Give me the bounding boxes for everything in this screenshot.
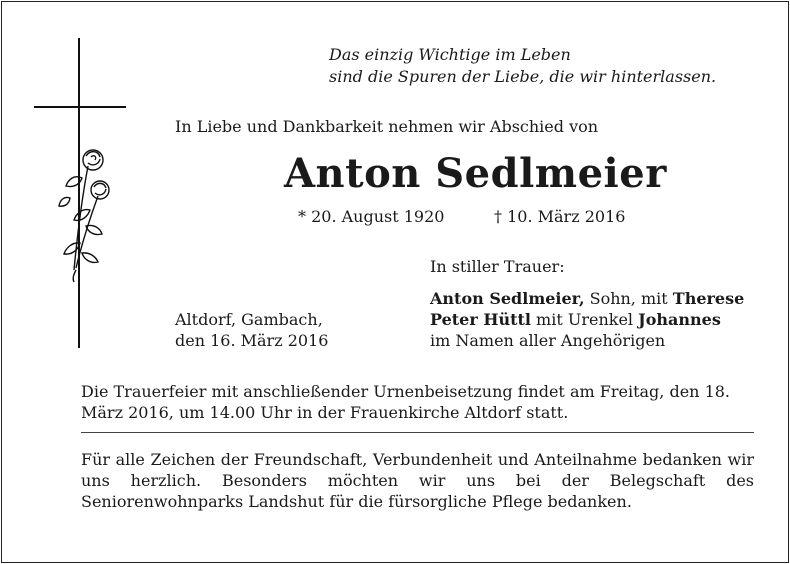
mourner-text: Sohn, mit	[584, 289, 673, 308]
birth-date: * 20. August 1920	[298, 207, 445, 226]
mourner-name: Anton Sedlmeier,	[430, 289, 585, 308]
mourners-heading: In stiller Trauer:	[430, 257, 565, 276]
deceased-name: Anton Sedlmeier	[284, 150, 667, 197]
mourner-text: mit Urenkel	[530, 310, 639, 329]
thanks-text: Für alle Zeichen der Freundschaft, Verbundenheit und Anteilnahme bedanken wir uns herzlich. Besonders möchten wir uns bei der Belegschaft des Seniorenwohnparks Landshut für die fürsorgliche Pflege bedanken.	[81, 450, 754, 511]
death-date: † 10. März 2016	[494, 207, 626, 226]
motto-line-1: Das einzig Wichtige im Leben	[329, 45, 571, 64]
intro-text: In Liebe und Dankbarkeit nehmen wir Abschied von	[175, 117, 599, 136]
mourner-name: Peter Hüttl	[430, 310, 531, 329]
motto-line-2: sind die Spuren der Liebe, die wir hinterlassen.	[329, 67, 717, 86]
cross-with-roses-icon	[30, 38, 130, 350]
divider	[81, 432, 754, 433]
date-line: den 16. März 2016	[175, 331, 329, 350]
funeral-notice: Die Trauerfeier mit anschließender Urnenbeisetzung findet am Freitag, den 18. März 2016, um 14.00 Uhr in der Frauenkirche Altdorf statt.	[81, 382, 731, 422]
mourners-line-1	[430, 288, 744, 309]
mourners-line-2	[430, 309, 721, 330]
mourner-name: Johannes	[638, 310, 721, 329]
place-line: Altdorf, Gambach,	[175, 310, 323, 329]
mourner-name: Therese	[672, 289, 745, 308]
mourners-line-3: im Namen aller Angehörigen	[430, 331, 666, 350]
